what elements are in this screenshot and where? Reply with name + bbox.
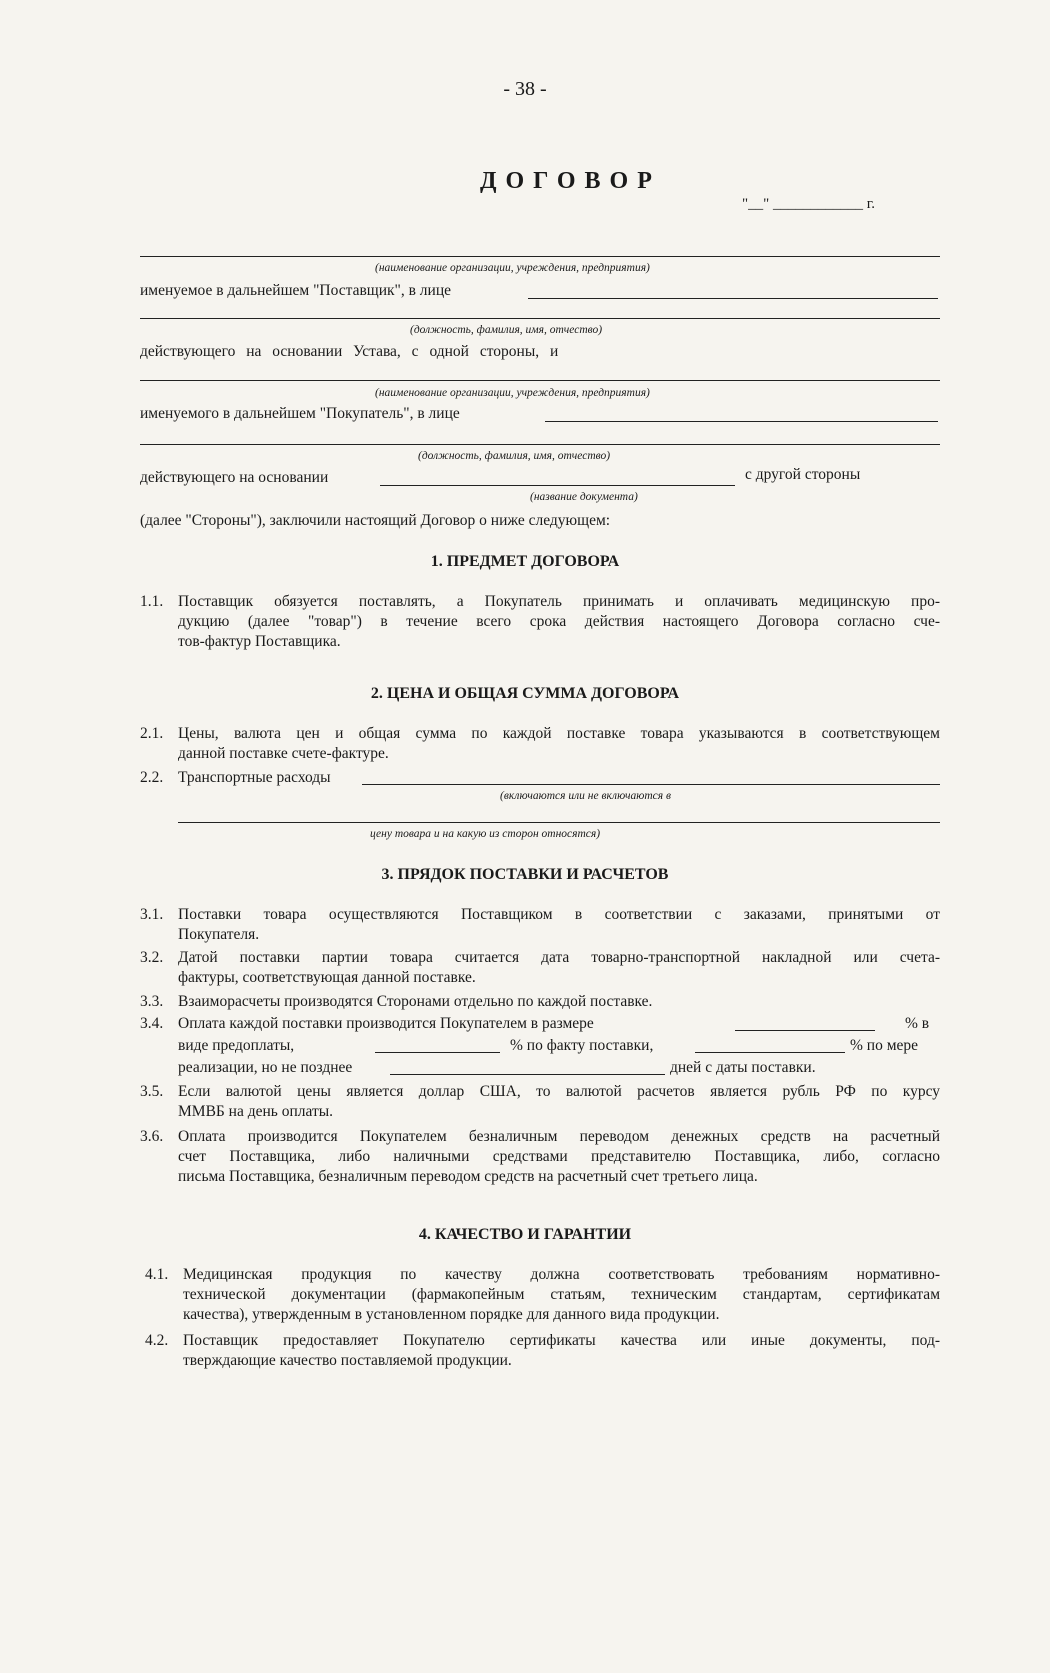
clause-text: Оплата каждой поставки производится Покупателем в размере: [178, 1015, 594, 1032]
clause-text: % по мере: [850, 1037, 919, 1054]
blank-line: [140, 256, 940, 257]
caption-org-2: (наименование организации, учреждения, предприятия): [375, 387, 650, 399]
clause-number: 3.2.: [140, 949, 164, 966]
caption-person-2: (должность, фамилия, имя, отчество): [418, 450, 611, 462]
clause-text-line: дукцию (далее "товар") в течение всего срока действия настоящего Договора согласно сче-: [178, 613, 940, 630]
clause-number: 4.2.: [145, 1332, 169, 1349]
clause-text: реализации, но не позднее: [178, 1059, 353, 1076]
blank-line: [545, 421, 938, 422]
clause-text-line: ММВБ на день оплаты.: [178, 1103, 334, 1120]
clause-number: 3.6.: [140, 1128, 164, 1145]
caption-transport-b: цену товара и на какую из сторон относятся): [370, 828, 601, 840]
section-4-heading: 4. КАЧЕСТВО И ГАРАНТИИ: [418, 1226, 632, 1243]
clause-text-line: качества), утвержденным в установленном порядке для данного вида продукции.: [183, 1306, 720, 1323]
clause-text: % в: [905, 1015, 930, 1032]
parties-line: (далее "Стороны"), заключили настоящий Договор о ниже следующем:: [140, 512, 611, 529]
blank-line: [178, 822, 940, 823]
clause-number: 1.1.: [140, 593, 164, 610]
blank-line: [390, 1074, 665, 1075]
clause-text-line: Покупателя.: [178, 926, 260, 943]
acting-line-1: действующего на основании Устава, с одной стороны, и: [140, 343, 559, 360]
acting-line-2-left: действующего на основании: [140, 469, 329, 486]
blank-line: [140, 444, 940, 445]
section-2-heading: 2. ЦЕНА И ОБЩАЯ СУММА ДОГОВОРА: [370, 685, 680, 702]
clause-text: % по факту поставки,: [510, 1037, 654, 1054]
clause-number: 2.1.: [140, 725, 164, 742]
document-title: ДОГОВОР: [480, 168, 661, 194]
clause-text-line: Поставщик обязуется поставлять, а Покупатель принимать и оплачивать медицинскую про-: [178, 593, 940, 610]
acting-line-2-right: с другой стороны: [745, 466, 861, 483]
clause-text-line: Датой поставки партии товара считается дата товарно-транспортной накладной или счета-: [178, 949, 940, 966]
caption-doc: (название документа): [530, 491, 638, 503]
clause-text-line: письма Поставщика, безналичным переводом средств на расчетный счет третьего лица.: [178, 1168, 758, 1185]
clause-text-line: Транспортные расходы: [178, 769, 331, 786]
buyer-line: именуемого в дальнейшем "Покупатель", в лице: [140, 405, 460, 422]
blank-line: [375, 1052, 500, 1053]
page-number: - 38 -: [503, 78, 547, 100]
clause-text-line: Поставки товара осуществляются Поставщиком в соответствии с заказами, принятыми от: [178, 906, 940, 923]
blank-line: [362, 784, 940, 785]
caption-transport-a: (включаются или не включаются в: [500, 790, 671, 802]
clause-text-line: данной поставке счете-фактуре.: [178, 745, 389, 762]
blank-line: [140, 380, 940, 381]
clause-number: 3.1.: [140, 906, 164, 923]
clause-text-line: технической документации (фармакопейным статьям, техническим стандартам, сертификатам: [183, 1286, 940, 1303]
blank-line: [140, 318, 940, 319]
section-3-heading: 3. ПРЯДОК ПОСТАВКИ И РАСЧЕТОВ: [381, 866, 669, 883]
section-1-heading: 1. ПРЕДМЕТ ДОГОВОРА: [430, 553, 620, 570]
blank-line: [695, 1052, 845, 1053]
blank-line: [735, 1030, 875, 1031]
clause-text-line: Взаиморасчеты производятся Сторонами отдельно по каждой поставке.: [178, 993, 653, 1010]
caption-org-1: (наименование организации, учреждения, предприятия): [375, 262, 650, 274]
blank-line: [380, 485, 735, 486]
clause-text-line: Цены, валюта цен и общая сумма по каждой поставке товара указываются в соответствующем: [178, 725, 940, 742]
clause-text-line: тов-фактур Поставщика.: [178, 633, 341, 650]
clause-text-line: фактуры, соответствующая данной поставке.: [178, 969, 476, 986]
clause-text-line: Поставщик предоставляет Покупателю сертификаты качества или иные документы, под-: [183, 1332, 940, 1349]
blank-line: [528, 298, 938, 299]
clause-number: 3.3.: [140, 993, 164, 1010]
clause-number: 2.2.: [140, 769, 164, 786]
clause-number: 3.4.: [140, 1015, 164, 1032]
clause-text-line: Если валютой цены является доллар США, то валютой расчетов является рубль РФ по курсу: [178, 1083, 940, 1100]
clause-text-line: Оплата производится Покупателем безналичным переводом денежных средств на расчетный: [178, 1128, 940, 1145]
clause-number: 3.5.: [140, 1083, 164, 1100]
clause-number: 4.1.: [145, 1266, 169, 1283]
caption-person-1: (должность, фамилия, имя, отчество): [410, 324, 603, 336]
clause-text: дней с даты поставки.: [670, 1059, 816, 1076]
date-field: "__" ____________ г.: [742, 196, 875, 212]
clause-text-line: тверждающие качество поставляемой продукции.: [183, 1352, 512, 1369]
clause-text-line: Медицинская продукция по качеству должна соответствовать требованиям нормативно-: [183, 1266, 940, 1283]
clause-3-4: [140, 1014, 940, 1080]
supplier-line: именуемое в дальнейшем "Поставщик", в лице: [140, 282, 452, 299]
clause-text-line: счет Поставщика, либо наличными средствами представителю Поставщика, либо, согласно: [178, 1148, 940, 1165]
clause-text: виде предоплаты,: [178, 1037, 295, 1054]
